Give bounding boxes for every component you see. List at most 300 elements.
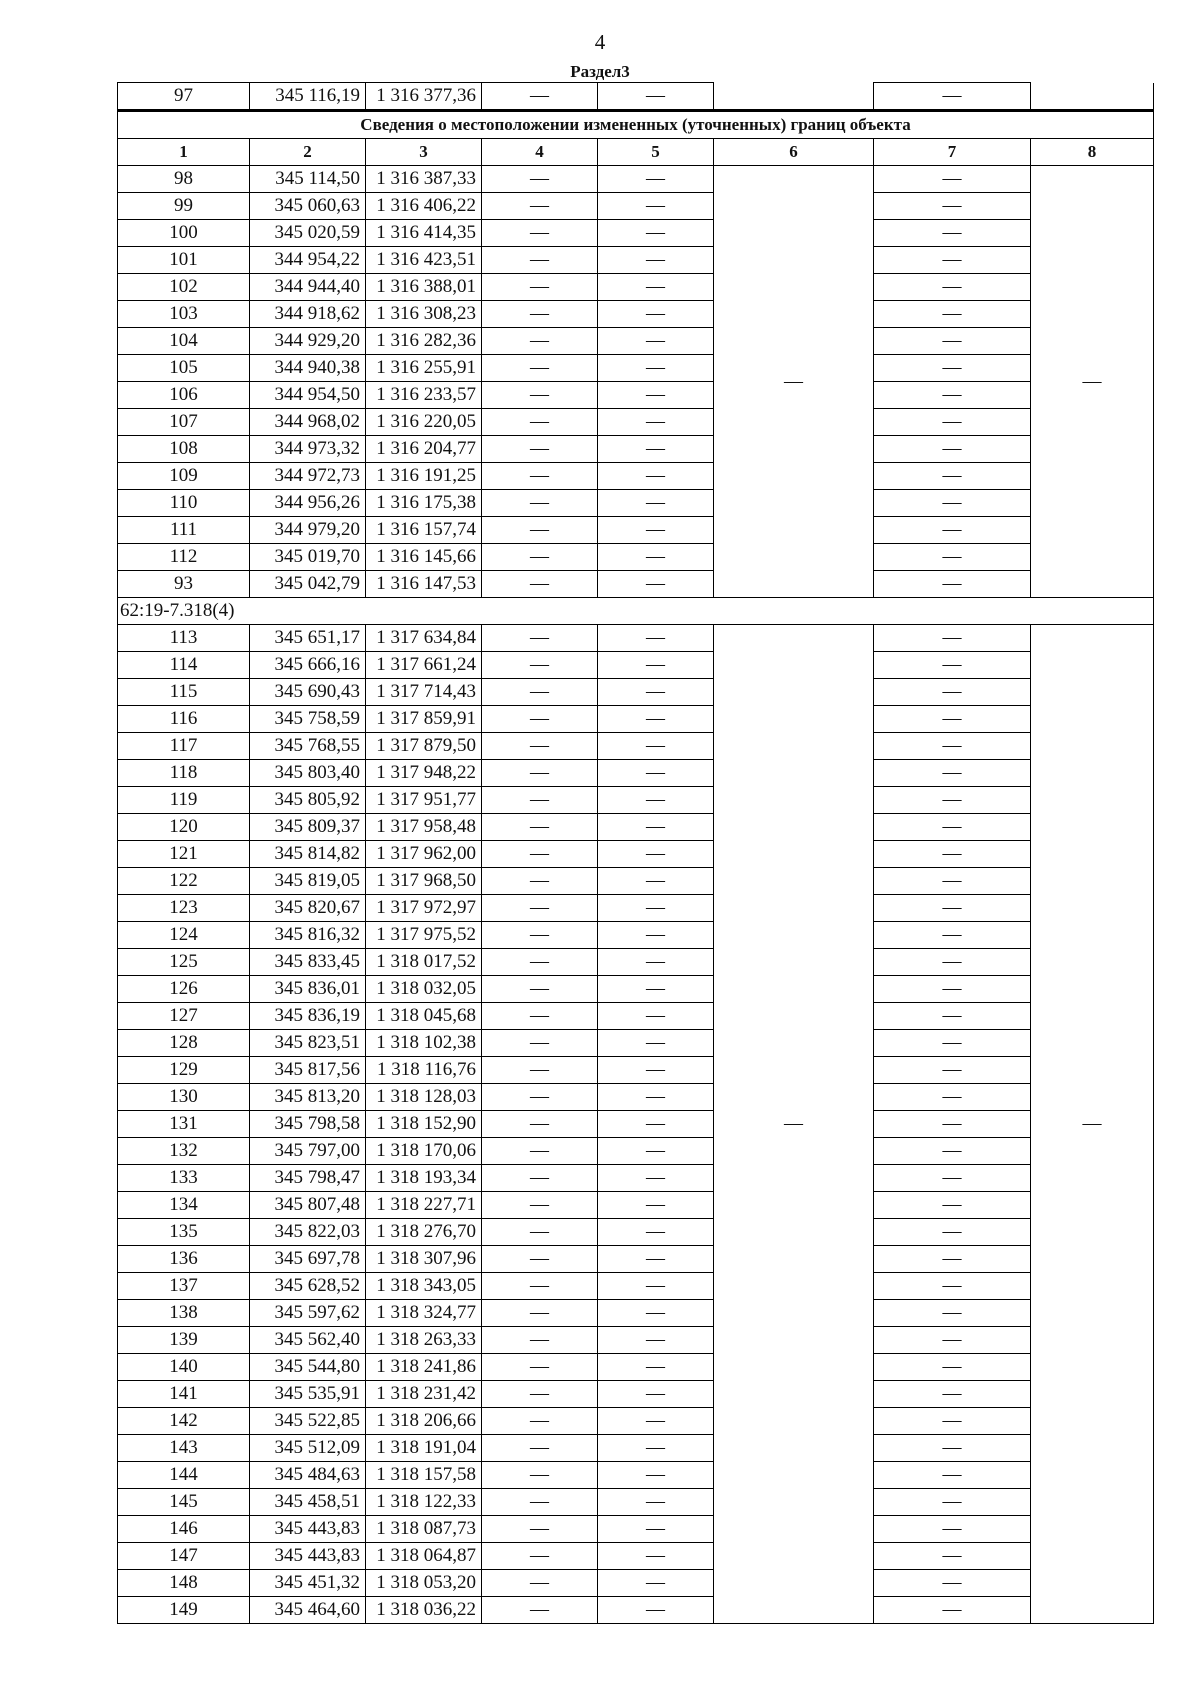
dash-cell: — bbox=[482, 247, 598, 274]
dash-cell: — bbox=[598, 679, 714, 706]
table-row bbox=[118, 976, 1154, 1003]
dash-cell: — bbox=[598, 787, 714, 814]
x-coordinate-cell: 345 443,83 bbox=[250, 1543, 366, 1570]
point-number-cell: 122 bbox=[118, 868, 250, 895]
y-coordinate-cell: 1 316 175,38 bbox=[366, 490, 482, 517]
dash-cell: — bbox=[598, 193, 714, 220]
y-coordinate-cell: 1 318 324,77 bbox=[366, 1300, 482, 1327]
dash-cell: — bbox=[874, 409, 1031, 436]
dash-cell: — bbox=[482, 1354, 598, 1381]
dash-cell: — bbox=[874, 814, 1031, 841]
point-number-cell: 136 bbox=[118, 1246, 250, 1273]
y-coordinate-cell: 1 316 406,22 bbox=[366, 193, 482, 220]
point-number-cell: 97 bbox=[118, 83, 250, 111]
dash-cell: — bbox=[482, 382, 598, 409]
dash-cell: — bbox=[482, 976, 598, 1003]
x-coordinate-cell: 345 535,91 bbox=[250, 1381, 366, 1408]
table-row bbox=[118, 922, 1154, 949]
x-coordinate-cell: 345 823,51 bbox=[250, 1030, 366, 1057]
dash-cell: — bbox=[598, 1084, 714, 1111]
y-coordinate-cell: 1 316 377,36 bbox=[366, 83, 482, 111]
dash-cell: — bbox=[482, 571, 598, 598]
dash-cell: — bbox=[598, 1597, 714, 1624]
point-number-cell: 112 bbox=[118, 544, 250, 571]
point-number-cell: 117 bbox=[118, 733, 250, 760]
dash-cell: — bbox=[598, 436, 714, 463]
table-row bbox=[118, 382, 1154, 409]
x-coordinate-cell: 345 628,52 bbox=[250, 1273, 366, 1300]
y-coordinate-cell: 1 317 661,24 bbox=[366, 652, 482, 679]
y-coordinate-cell: 1 318 053,20 bbox=[366, 1570, 482, 1597]
y-coordinate-cell: 1 318 343,05 bbox=[366, 1273, 482, 1300]
dash-cell: — bbox=[598, 409, 714, 436]
table-row bbox=[118, 868, 1154, 895]
empty-cell bbox=[1031, 83, 1154, 111]
point-number-cell: 109 bbox=[118, 463, 250, 490]
dash-cell: — bbox=[482, 706, 598, 733]
table-row bbox=[118, 1057, 1154, 1084]
y-coordinate-cell: 1 318 170,06 bbox=[366, 1138, 482, 1165]
point-number-cell: 121 bbox=[118, 841, 250, 868]
point-number-cell: 116 bbox=[118, 706, 250, 733]
table-row bbox=[118, 895, 1154, 922]
coordinates-table bbox=[117, 82, 1154, 1624]
dash-cell: — bbox=[482, 1408, 598, 1435]
table-row bbox=[118, 1435, 1154, 1462]
dash-cell: — bbox=[874, 355, 1031, 382]
point-number-cell: 146 bbox=[118, 1516, 250, 1543]
dash-cell: — bbox=[598, 382, 714, 409]
x-coordinate-cell: 345 458,51 bbox=[250, 1489, 366, 1516]
dash-cell: — bbox=[598, 652, 714, 679]
dash-cell: — bbox=[482, 625, 598, 652]
dash-cell: — bbox=[482, 652, 598, 679]
point-number-cell: 106 bbox=[118, 382, 250, 409]
dash-cell: — bbox=[482, 922, 598, 949]
dash-cell: — bbox=[598, 1462, 714, 1489]
dash-cell: — bbox=[482, 274, 598, 301]
x-coordinate-cell: 345 451,32 bbox=[250, 1570, 366, 1597]
x-coordinate-cell: 344 940,38 bbox=[250, 355, 366, 382]
dash-cell: — bbox=[874, 1597, 1031, 1624]
point-number-cell: 134 bbox=[118, 1192, 250, 1219]
point-number-cell: 107 bbox=[118, 409, 250, 436]
dash-cell: — bbox=[598, 490, 714, 517]
dash-cell: — bbox=[482, 1165, 598, 1192]
dash-cell: — bbox=[874, 760, 1031, 787]
dash-cell: — bbox=[874, 463, 1031, 490]
table-row bbox=[118, 1219, 1154, 1246]
table-row bbox=[118, 1192, 1154, 1219]
dash-cell: — bbox=[598, 1327, 714, 1354]
dash-cell: — bbox=[598, 1165, 714, 1192]
dash-cell: — bbox=[482, 1084, 598, 1111]
x-coordinate-cell: 345 836,01 bbox=[250, 976, 366, 1003]
dash-cell: — bbox=[598, 166, 714, 193]
table-row bbox=[118, 652, 1154, 679]
point-number-cell: 128 bbox=[118, 1030, 250, 1057]
dash-cell: — bbox=[482, 1516, 598, 1543]
dash-cell: — bbox=[598, 1111, 714, 1138]
x-coordinate-cell: 345 114,50 bbox=[250, 166, 366, 193]
y-coordinate-cell: 1 317 972,97 bbox=[366, 895, 482, 922]
dash-cell: — bbox=[874, 949, 1031, 976]
y-coordinate-cell: 1 318 152,90 bbox=[366, 1111, 482, 1138]
y-coordinate-cell: 1 316 157,74 bbox=[366, 517, 482, 544]
x-coordinate-cell: 345 562,40 bbox=[250, 1327, 366, 1354]
dash-cell: — bbox=[482, 1219, 598, 1246]
dash-cell: — bbox=[874, 571, 1031, 598]
point-number-cell: 127 bbox=[118, 1003, 250, 1030]
table-row bbox=[118, 1165, 1154, 1192]
point-number-cell: 93 bbox=[118, 571, 250, 598]
dash-cell: — bbox=[482, 1435, 598, 1462]
table-row bbox=[118, 1084, 1154, 1111]
column-number-8: 8 bbox=[1031, 139, 1154, 166]
dash-cell: — bbox=[874, 1462, 1031, 1489]
table-row bbox=[118, 733, 1154, 760]
dash-cell: — bbox=[482, 1273, 598, 1300]
dash-cell: — bbox=[598, 733, 714, 760]
dash-cell: — bbox=[482, 1030, 598, 1057]
y-coordinate-cell: 1 318 157,58 bbox=[366, 1462, 482, 1489]
dash-cell: — bbox=[598, 922, 714, 949]
y-coordinate-cell: 1 316 282,36 bbox=[366, 328, 482, 355]
x-coordinate-cell: 344 973,32 bbox=[250, 436, 366, 463]
y-coordinate-cell: 1 318 241,86 bbox=[366, 1354, 482, 1381]
dash-cell: — bbox=[482, 355, 598, 382]
x-coordinate-cell: 345 060,63 bbox=[250, 193, 366, 220]
dash-cell: — bbox=[482, 409, 598, 436]
x-coordinate-cell: 345 666,16 bbox=[250, 652, 366, 679]
x-coordinate-cell: 344 954,22 bbox=[250, 247, 366, 274]
y-coordinate-cell: 1 318 036,22 bbox=[366, 1597, 482, 1624]
table-row bbox=[118, 166, 1154, 193]
dash-cell: — bbox=[482, 544, 598, 571]
section-title: Раздел3 bbox=[570, 62, 630, 81]
dash-cell: — bbox=[482, 328, 598, 355]
dash-cell: — bbox=[482, 814, 598, 841]
dash-cell: — bbox=[482, 166, 598, 193]
y-coordinate-cell: 1 316 255,91 bbox=[366, 355, 482, 382]
point-number-cell: 124 bbox=[118, 922, 250, 949]
column-number-3: 3 bbox=[366, 139, 482, 166]
y-coordinate-cell: 1 316 423,51 bbox=[366, 247, 482, 274]
point-number-cell: 133 bbox=[118, 1165, 250, 1192]
y-coordinate-cell: 1 318 102,38 bbox=[366, 1030, 482, 1057]
x-coordinate-cell: 345 809,37 bbox=[250, 814, 366, 841]
dash-cell: — bbox=[598, 247, 714, 274]
dash-cell: — bbox=[874, 868, 1031, 895]
point-number-cell: 113 bbox=[118, 625, 250, 652]
dash-cell: — bbox=[598, 1192, 714, 1219]
x-coordinate-cell: 345 807,48 bbox=[250, 1192, 366, 1219]
dash-cell: — bbox=[598, 841, 714, 868]
x-coordinate-cell: 344 918,62 bbox=[250, 301, 366, 328]
dash-cell: — bbox=[874, 706, 1031, 733]
x-coordinate-cell: 345 798,47 bbox=[250, 1165, 366, 1192]
dash-cell: — bbox=[598, 220, 714, 247]
dash-cell: — bbox=[598, 949, 714, 976]
table-row bbox=[118, 1246, 1154, 1273]
point-number-cell: 120 bbox=[118, 814, 250, 841]
point-number-cell: 140 bbox=[118, 1354, 250, 1381]
x-coordinate-cell: 345 020,59 bbox=[250, 220, 366, 247]
dash-cell: — bbox=[482, 1111, 598, 1138]
point-number-cell: 104 bbox=[118, 328, 250, 355]
y-coordinate-cell: 1 318 032,05 bbox=[366, 976, 482, 1003]
dash-cell: — bbox=[874, 1030, 1031, 1057]
dash-cell: — bbox=[874, 1111, 1031, 1138]
y-coordinate-cell: 1 318 307,96 bbox=[366, 1246, 482, 1273]
y-coordinate-cell: 1 316 388,01 bbox=[366, 274, 482, 301]
dash-cell: — bbox=[874, 1516, 1031, 1543]
dash-cell: — bbox=[874, 976, 1031, 1003]
dash-cell: — bbox=[598, 1408, 714, 1435]
point-number-cell: 102 bbox=[118, 274, 250, 301]
y-coordinate-cell: 1 316 220,05 bbox=[366, 409, 482, 436]
x-coordinate-cell: 345 651,17 bbox=[250, 625, 366, 652]
y-coordinate-cell: 1 317 634,84 bbox=[366, 625, 482, 652]
dash-cell: — bbox=[598, 760, 714, 787]
table-row bbox=[118, 355, 1154, 382]
dash-cell: — bbox=[874, 1543, 1031, 1570]
point-number-cell: 100 bbox=[118, 220, 250, 247]
y-coordinate-cell: 1 317 975,52 bbox=[366, 922, 482, 949]
y-coordinate-cell: 1 318 263,33 bbox=[366, 1327, 482, 1354]
point-number-cell: 123 bbox=[118, 895, 250, 922]
dash-cell: — bbox=[874, 1435, 1031, 1462]
dash-cell: — bbox=[598, 1489, 714, 1516]
point-number-cell: 125 bbox=[118, 949, 250, 976]
dash-cell: — bbox=[482, 760, 598, 787]
dash-cell: — bbox=[874, 328, 1031, 355]
column-number-2: 2 bbox=[250, 139, 366, 166]
dash-cell: — bbox=[482, 1489, 598, 1516]
y-coordinate-cell: 1 317 879,50 bbox=[366, 733, 482, 760]
point-number-cell: 132 bbox=[118, 1138, 250, 1165]
x-coordinate-cell: 344 944,40 bbox=[250, 274, 366, 301]
dash-cell: — bbox=[598, 1273, 714, 1300]
dash-cell: — bbox=[482, 220, 598, 247]
dash-cell: — bbox=[874, 1138, 1031, 1165]
dash-cell: — bbox=[482, 949, 598, 976]
dash-cell: — bbox=[598, 1543, 714, 1570]
point-number-cell: 131 bbox=[118, 1111, 250, 1138]
dash-cell: — bbox=[874, 517, 1031, 544]
x-coordinate-cell: 345 597,62 bbox=[250, 1300, 366, 1327]
y-coordinate-cell: 1 317 962,00 bbox=[366, 841, 482, 868]
dash-cell: — bbox=[598, 1516, 714, 1543]
x-coordinate-cell: 345 798,58 bbox=[250, 1111, 366, 1138]
dash-cell: — bbox=[598, 895, 714, 922]
point-number-cell: 118 bbox=[118, 760, 250, 787]
point-number-cell: 129 bbox=[118, 1057, 250, 1084]
x-coordinate-cell: 345 697,78 bbox=[250, 1246, 366, 1273]
dash-cell: — bbox=[482, 1246, 598, 1273]
column-number-7: 7 bbox=[874, 139, 1031, 166]
table-row bbox=[118, 1597, 1154, 1624]
dash-cell: — bbox=[482, 193, 598, 220]
dash-cell: — bbox=[482, 1597, 598, 1624]
point-number-cell: 144 bbox=[118, 1462, 250, 1489]
y-coordinate-cell: 1 316 414,35 bbox=[366, 220, 482, 247]
table-row bbox=[118, 1489, 1154, 1516]
dash-cell: — bbox=[482, 301, 598, 328]
table-row bbox=[118, 193, 1154, 220]
table-row bbox=[118, 328, 1154, 355]
dash-cell: — bbox=[874, 1057, 1031, 1084]
dash-cell: — bbox=[482, 490, 598, 517]
x-coordinate-cell: 345 817,56 bbox=[250, 1057, 366, 1084]
table-row bbox=[118, 1408, 1154, 1435]
y-coordinate-cell: 1 318 206,66 bbox=[366, 1408, 482, 1435]
table-row bbox=[118, 1138, 1154, 1165]
y-coordinate-cell: 1 316 145,66 bbox=[366, 544, 482, 571]
dash-cell: — bbox=[874, 274, 1031, 301]
x-coordinate-cell: 344 954,50 bbox=[250, 382, 366, 409]
point-number-cell: 135 bbox=[118, 1219, 250, 1246]
dash-cell: — bbox=[598, 1246, 714, 1273]
x-coordinate-cell: 345 822,03 bbox=[250, 1219, 366, 1246]
y-coordinate-cell: 1 317 714,43 bbox=[366, 679, 482, 706]
x-coordinate-cell: 345 814,82 bbox=[250, 841, 366, 868]
column-number-6: 6 bbox=[714, 139, 874, 166]
dash-cell: — bbox=[482, 1381, 598, 1408]
dash-cell: — bbox=[482, 895, 598, 922]
point-number-cell: 98 bbox=[118, 166, 250, 193]
table-row bbox=[118, 1273, 1154, 1300]
dash-cell: — bbox=[874, 652, 1031, 679]
x-coordinate-cell: 344 929,20 bbox=[250, 328, 366, 355]
page-number: 4 bbox=[594, 30, 606, 54]
point-number-cell: 119 bbox=[118, 787, 250, 814]
y-coordinate-cell: 1 318 087,73 bbox=[366, 1516, 482, 1543]
point-number-cell: 126 bbox=[118, 976, 250, 1003]
x-coordinate-cell: 345 484,63 bbox=[250, 1462, 366, 1489]
dash-cell: — bbox=[874, 1408, 1031, 1435]
dash-cell: — bbox=[874, 544, 1031, 571]
dash-cell: — bbox=[598, 1030, 714, 1057]
table-row bbox=[118, 83, 1154, 111]
point-number-cell: 99 bbox=[118, 193, 250, 220]
dash-cell: — bbox=[874, 1219, 1031, 1246]
dash-cell: — bbox=[598, 355, 714, 382]
cadastral-number-label: 62:19-7.318(4) bbox=[118, 598, 1154, 625]
merged-dash-cell: — bbox=[714, 166, 874, 598]
y-coordinate-cell: 1 318 191,04 bbox=[366, 1435, 482, 1462]
x-coordinate-cell: 345 797,00 bbox=[250, 1138, 366, 1165]
y-coordinate-cell: 1 317 958,48 bbox=[366, 814, 482, 841]
y-coordinate-cell: 1 318 227,71 bbox=[366, 1192, 482, 1219]
dash-cell: — bbox=[874, 1246, 1031, 1273]
y-coordinate-cell: 1 318 193,34 bbox=[366, 1165, 482, 1192]
dash-cell: — bbox=[874, 1084, 1031, 1111]
y-coordinate-cell: 1 318 122,33 bbox=[366, 1489, 482, 1516]
y-coordinate-cell: 1 317 951,77 bbox=[366, 787, 482, 814]
x-coordinate-cell: 344 979,20 bbox=[250, 517, 366, 544]
dash-cell: — bbox=[598, 706, 714, 733]
point-number-cell: 111 bbox=[118, 517, 250, 544]
x-coordinate-cell: 344 972,73 bbox=[250, 463, 366, 490]
dash-cell: — bbox=[482, 436, 598, 463]
dash-cell: — bbox=[598, 1003, 714, 1030]
dash-cell: — bbox=[598, 517, 714, 544]
dash-cell: — bbox=[874, 1192, 1031, 1219]
x-coordinate-cell: 345 522,85 bbox=[250, 1408, 366, 1435]
dash-cell: — bbox=[874, 895, 1031, 922]
column-number-5: 5 bbox=[598, 139, 714, 166]
dash-cell: — bbox=[874, 1489, 1031, 1516]
dash-cell: — bbox=[482, 463, 598, 490]
dash-cell: — bbox=[598, 301, 714, 328]
dash-cell: — bbox=[482, 1543, 598, 1570]
table-row bbox=[118, 1543, 1154, 1570]
dash-cell: — bbox=[482, 1462, 598, 1489]
table-row bbox=[118, 949, 1154, 976]
table-row bbox=[118, 436, 1154, 463]
table-row bbox=[118, 1003, 1154, 1030]
dash-cell: — bbox=[598, 1381, 714, 1408]
table-row bbox=[118, 544, 1154, 571]
y-coordinate-cell: 1 318 045,68 bbox=[366, 1003, 482, 1030]
table-row bbox=[118, 517, 1154, 544]
dash-cell: — bbox=[874, 1354, 1031, 1381]
dash-cell: — bbox=[482, 733, 598, 760]
table-subheading-row bbox=[118, 111, 1154, 139]
dash-cell: — bbox=[874, 1570, 1031, 1597]
y-coordinate-cell: 1 318 017,52 bbox=[366, 949, 482, 976]
table-row bbox=[118, 1462, 1154, 1489]
point-number-cell: 148 bbox=[118, 1570, 250, 1597]
table-row bbox=[118, 760, 1154, 787]
dash-cell: — bbox=[482, 1570, 598, 1597]
point-number-cell: 130 bbox=[118, 1084, 250, 1111]
table-row bbox=[118, 787, 1154, 814]
dash-cell: — bbox=[482, 787, 598, 814]
point-number-cell: 138 bbox=[118, 1300, 250, 1327]
table-row bbox=[118, 1354, 1154, 1381]
dash-cell: — bbox=[482, 83, 598, 111]
x-coordinate-cell: 345 833,45 bbox=[250, 949, 366, 976]
dash-cell: — bbox=[874, 1273, 1031, 1300]
table-row bbox=[118, 706, 1154, 733]
table-row bbox=[118, 1327, 1154, 1354]
point-number-cell: 101 bbox=[118, 247, 250, 274]
y-coordinate-cell: 1 316 233,57 bbox=[366, 382, 482, 409]
dash-cell: — bbox=[598, 1057, 714, 1084]
point-number-cell: 142 bbox=[118, 1408, 250, 1435]
table-row bbox=[118, 1300, 1154, 1327]
y-coordinate-cell: 1 317 968,50 bbox=[366, 868, 482, 895]
table-row bbox=[118, 679, 1154, 706]
y-coordinate-cell: 1 316 308,23 bbox=[366, 301, 482, 328]
dash-cell: — bbox=[482, 868, 598, 895]
y-coordinate-cell: 1 318 116,76 bbox=[366, 1057, 482, 1084]
merged-dash-cell: — bbox=[714, 625, 874, 1624]
column-number-4: 4 bbox=[482, 139, 598, 166]
dash-cell: — bbox=[874, 1003, 1031, 1030]
dash-cell: — bbox=[874, 1381, 1031, 1408]
table-row bbox=[118, 625, 1154, 652]
point-number-cell: 149 bbox=[118, 1597, 250, 1624]
dash-cell: — bbox=[874, 301, 1031, 328]
dash-cell: — bbox=[482, 1003, 598, 1030]
point-number-cell: 105 bbox=[118, 355, 250, 382]
dash-cell: — bbox=[874, 1327, 1031, 1354]
point-number-cell: 143 bbox=[118, 1435, 250, 1462]
table-row bbox=[118, 247, 1154, 274]
